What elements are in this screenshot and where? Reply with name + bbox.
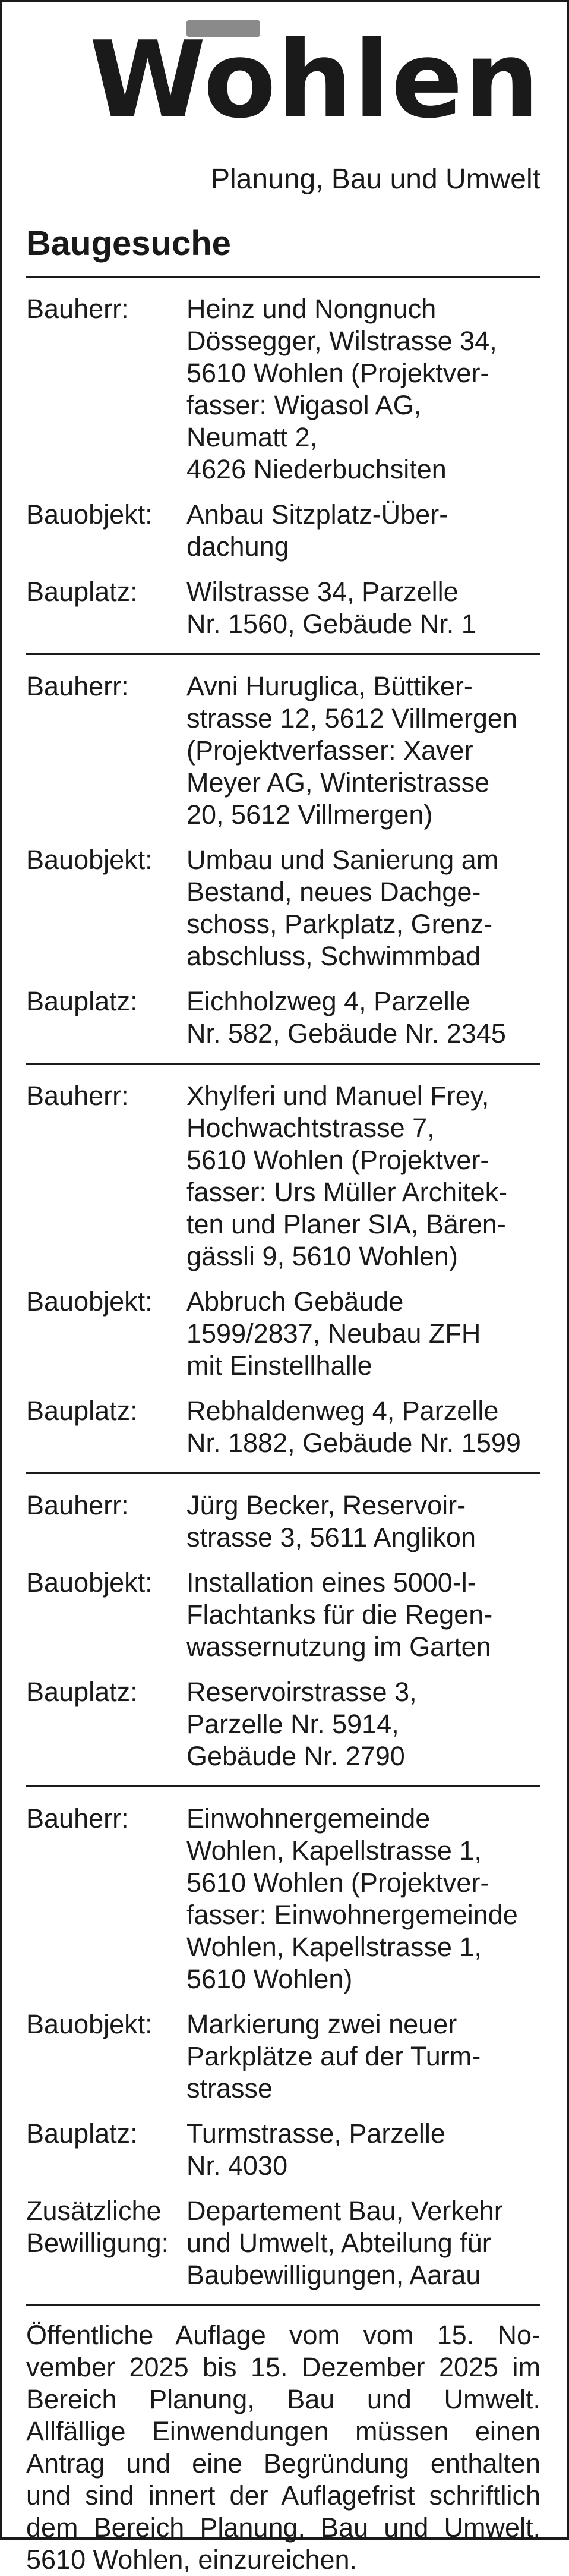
text-line: Bereich Planung, Bau und Umwelt.	[26, 2384, 540, 2414]
text-line: Departement Bau, Verkehr	[186, 2196, 503, 2226]
bauplatz-value	[186, 1395, 540, 1459]
text-line: ten und Planer SIA, Bären-	[186, 1209, 506, 1239]
bauplatz-row	[26, 2118, 540, 2182]
bauherr-label: Bauherr:	[26, 671, 129, 701]
bauobjekt-label: Bauobjekt:	[26, 1286, 153, 1317]
bauherr-value	[186, 670, 540, 831]
text-line: Hochwachtstrasse 7,	[186, 1113, 435, 1143]
building-application-2	[26, 655, 540, 1065]
text-line: strasse	[186, 2073, 273, 2103]
building-application-1	[26, 278, 540, 655]
bauherr-row	[26, 1080, 540, 1273]
bauplatz-value	[186, 1676, 540, 1772]
text-line: Nr. 4030	[186, 2150, 288, 2181]
department-subtitle: Planung, Bau und Umwelt	[211, 163, 540, 195]
text-line: 5610 Wohlen (Projektver-	[186, 358, 489, 388]
text-line: mit Einstellhalle	[186, 1350, 372, 1381]
zusaetzliche-bewilligung-value	[186, 2195, 540, 2291]
bauobjekt-row	[26, 1286, 540, 1382]
bauobjekt-row	[26, 2008, 540, 2105]
text-line: Flachtanks für die Regen-	[186, 1599, 493, 1630]
bauplatz-label: Bauplatz:	[26, 986, 138, 1016]
bauobjekt-label: Bauobjekt:	[26, 2009, 153, 2039]
text-line: Heinz und Nongnuch	[186, 294, 437, 324]
text-line: 5610 Wohlen)	[186, 1964, 353, 1994]
text-line: Avni Huruglica, Büttiker-	[186, 671, 473, 701]
text-line: Nr. 1560, Gebäude Nr. 1	[186, 609, 476, 639]
wohlen-logo	[26, 2, 540, 162]
bauherr-label: Bauherr:	[26, 294, 129, 324]
bauherr-label: Bauherr:	[26, 1081, 129, 1111]
text-line: Wilstrasse 34, Parzelle	[186, 577, 459, 607]
bauplatz-row	[26, 1395, 540, 1459]
text-line: Parkplätze auf der Turm-	[186, 2041, 481, 2071]
text-line: 4626 Niederbuchsiten	[186, 454, 447, 484]
bauherr-label: Bauherr:	[26, 1803, 129, 1834]
text-line: Rebhaldenweg 4, Parzelle	[186, 1396, 499, 1426]
text-line: Gebäude Nr. 2790	[186, 1741, 405, 1771]
bauobjekt-value	[186, 1567, 540, 1663]
bauherr-row	[26, 670, 540, 831]
text-line: (Projektverfasser: Xaver	[186, 735, 473, 766]
text-line: strasse 12, 5612 Villmergen	[186, 703, 517, 733]
text-line: Markierung zwei neuer	[186, 2009, 457, 2039]
text-line: Dössegger, Wilstrasse 34,	[186, 326, 497, 356]
logo-wordmark: Wohlen	[89, 18, 540, 141]
text-line: Einwohnergemeinde	[186, 1803, 431, 1834]
bauobjekt-value	[186, 2008, 540, 2105]
bauobjekt-label: Bauobjekt:	[26, 1567, 153, 1598]
bauplatz-value	[186, 576, 540, 640]
bauobjekt-row	[26, 1567, 540, 1663]
text-line: Turmstrasse, Parzelle	[186, 2118, 445, 2149]
text-line: 20, 5612 Villmergen)	[186, 799, 433, 830]
text-line: 5610 Wohlen (Projektver-	[186, 1868, 489, 1898]
text-line: Wohlen, Kapellstrasse 1,	[186, 1835, 482, 1866]
bauplatz-value	[186, 985, 540, 1050]
text-line: und sind innert der Auflagefrist schriftlich	[26, 2480, 540, 2511]
bauobjekt-label: Bauobjekt:	[26, 845, 153, 875]
zusaetzliche-bewilligung-row	[26, 2195, 540, 2291]
text-line: und Umwelt, Abteilung für	[186, 2228, 491, 2258]
text-line: abschluss, Schwimmbad	[186, 941, 481, 971]
text-line: strasse 3, 5611 Anglikon	[186, 1522, 476, 1552]
text-line: Reservoirstrasse 3,	[186, 1677, 417, 1707]
section-heading: Baugesuche	[26, 203, 540, 278]
text-line: 5610 Wohlen, einzureichen.	[26, 2544, 358, 2575]
bauobjekt-label: Bauobjekt:	[26, 499, 153, 530]
text-line: Öffentliche Auflage vom vom 15. No-	[26, 2320, 540, 2350]
text-line: Eichholzweg 4, Parzelle	[186, 986, 470, 1016]
bauherr-label: Bauherr:	[26, 1490, 129, 1520]
bauplatz-label: Bauplatz:	[26, 1396, 138, 1426]
bauherr-value	[186, 1080, 540, 1273]
building-application-3	[26, 1065, 540, 1474]
text-line: fasser: Urs Müller Architek-	[186, 1177, 508, 1207]
text-line: 5610 Wohlen (Projektver-	[186, 1145, 489, 1175]
bauobjekt-value	[186, 499, 540, 563]
bauplatz-label: Bauplatz:	[26, 577, 138, 607]
text-line: Anbau Sitzplatz-Über-	[186, 499, 448, 530]
bauobjekt-value	[186, 1286, 540, 1382]
bauplatz-label: Bauplatz:	[26, 2118, 138, 2149]
text-line: Parzelle Nr. 5914,	[186, 1709, 399, 1739]
bauplatz-row	[26, 985, 540, 1050]
text-line: wassernutzung im Garten	[186, 1632, 491, 1662]
bauherr-value	[186, 293, 540, 486]
building-application-5	[26, 1787, 540, 2306]
text-line: Abbruch Gebäude	[186, 1286, 404, 1317]
text-line: Nr. 582, Gebäude Nr. 2345	[186, 1018, 506, 1048]
bauplatz-label: Bauplatz:	[26, 1677, 138, 1707]
text-line: 1599/2837, Neubau ZFH	[186, 1318, 481, 1349]
text-line: dem Bereich Planung, Bau und Umwelt,	[26, 2512, 540, 2543]
bauherr-value	[186, 1803, 540, 1995]
bauobjekt-row	[26, 844, 540, 972]
bauplatz-row	[26, 1676, 540, 1772]
bauplatz-row	[26, 576, 540, 640]
bauherr-value	[186, 1489, 540, 1554]
text-line: vember 2025 bis 15. Dezember 2025 im	[26, 2352, 540, 2382]
text-line: Allfällige Einwendungen müssen einen	[26, 2416, 540, 2446]
text-line: Installation eines 5000-l-	[186, 1567, 476, 1598]
text-line: Xhylferi und Manuel Frey,	[186, 1081, 489, 1111]
public-notice	[26, 2306, 540, 2576]
bauobjekt-value	[186, 844, 540, 972]
text-line: Neumatt 2,	[186, 422, 318, 452]
text-line: gässli 9, 5610 Wohlen)	[186, 1241, 458, 1271]
bauobjekt-row	[26, 499, 540, 563]
bauherr-row	[26, 1803, 540, 1995]
text-line: fasser: Wigasol AG,	[186, 390, 422, 420]
text-line: Meyer AG, Winteristrasse	[186, 767, 490, 798]
text-line: Antrag und eine Begründung enthalten	[26, 2448, 540, 2479]
text-line: Bewilligung:	[26, 2228, 169, 2258]
text-line: dachung	[186, 531, 289, 562]
text-line: fasser: Einwohnergemeinde	[186, 1900, 518, 1930]
bauherr-row	[26, 1489, 540, 1554]
text-line: Baubewilligungen, Aarau	[186, 2260, 481, 2290]
text-line: Umbau und Sanierung am	[186, 845, 499, 875]
text-line: Wohlen, Kapellstrasse 1,	[186, 1932, 482, 1962]
text-line: schoss, Parkplatz, Grenz-	[186, 909, 493, 939]
bauherr-row	[26, 293, 540, 486]
text-line: Nr. 1882, Gebäude Nr. 1599	[186, 1428, 521, 1458]
bauplatz-value	[186, 2118, 540, 2182]
zusaetzliche-bewilligung-label	[26, 2195, 186, 2291]
building-application-4	[26, 1474, 540, 1787]
text-line: Bestand, neues Dachge-	[186, 877, 481, 907]
text-line: Zusätzliche	[26, 2196, 162, 2226]
text-line: Jürg Becker, Reservoir-	[186, 1490, 466, 1520]
